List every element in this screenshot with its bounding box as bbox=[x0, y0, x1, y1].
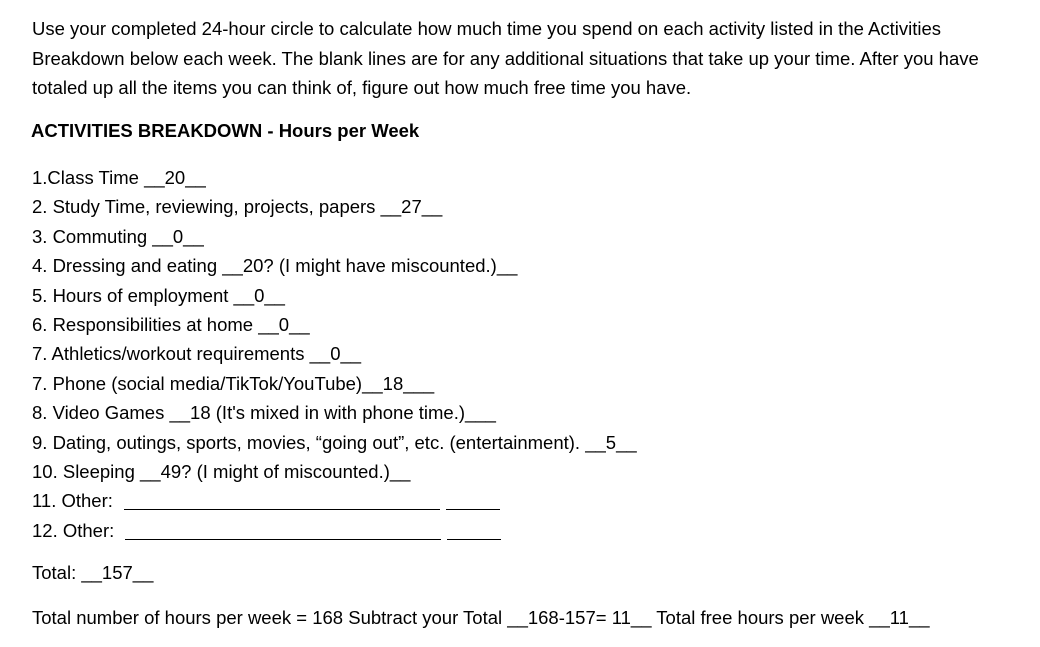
list-item bbox=[32, 163, 637, 192]
item-label: 5. Hours of employment bbox=[32, 284, 234, 306]
summary-line bbox=[32, 607, 930, 629]
total-label: Total: bbox=[32, 562, 82, 583]
subtraction-value: __168-157= 11__ bbox=[507, 607, 652, 628]
list-item bbox=[32, 281, 637, 310]
item-value: __0__ bbox=[233, 284, 285, 306]
summary-text: Total number of hours per week = 168 Subtract your Total bbox=[32, 607, 508, 628]
item-label: 7. Athletics/workout requirements bbox=[32, 343, 310, 365]
activities-breakdown-heading: ACTIVITIES BREAKDOWN - Hours per Week bbox=[31, 120, 420, 141]
list-item bbox=[32, 310, 637, 339]
item-label: 2. Study Time, reviewing, projects, papers bbox=[32, 196, 381, 218]
item-label: 12. Other: bbox=[32, 519, 120, 541]
blank-line bbox=[125, 538, 441, 540]
list-item bbox=[32, 369, 637, 398]
item-label: 11. Other: bbox=[32, 490, 119, 512]
item-label: 10. Sleeping bbox=[32, 460, 141, 482]
list-item bbox=[32, 251, 637, 280]
item-value: __0__ bbox=[258, 313, 310, 335]
blank-line bbox=[446, 508, 500, 510]
blank-line bbox=[124, 508, 440, 510]
free-hours-label: Total free hours per week bbox=[651, 607, 870, 628]
list-item bbox=[32, 339, 637, 368]
item-value: __49? (I might of miscounted.)__ bbox=[140, 460, 411, 482]
free-hours-value: __11__ bbox=[869, 607, 930, 628]
item-value: __18 (It's mixed in with phone time.)___ bbox=[169, 402, 496, 424]
item-value: __18___ bbox=[362, 372, 435, 394]
list-item bbox=[32, 486, 637, 515]
activities-list bbox=[32, 163, 637, 545]
blank-line bbox=[447, 538, 501, 540]
list-item bbox=[32, 516, 637, 545]
item-value: __0__ bbox=[309, 343, 362, 365]
list-item bbox=[32, 222, 637, 251]
list-item bbox=[32, 398, 637, 427]
item-value: __20? (I might have miscounted.)__ bbox=[222, 255, 518, 277]
total-line bbox=[32, 562, 153, 584]
item-value: __5__ bbox=[585, 431, 637, 453]
item-label: 6. Responsibilities at home bbox=[32, 313, 259, 335]
item-label: 4. Dressing and eating bbox=[32, 255, 223, 277]
item-label: 9. Dating, outings, sports, movies, “going out”, etc. (entertainment). bbox=[32, 431, 586, 453]
total-value: __157__ bbox=[81, 562, 154, 583]
item-label: 7. Phone (social media/TikTok/YouTube) bbox=[32, 372, 363, 394]
list-item bbox=[32, 457, 637, 486]
list-item bbox=[32, 428, 637, 457]
list-item bbox=[32, 192, 637, 221]
item-label: 1.Class Time bbox=[32, 167, 145, 188]
item-label: 8. Video Games bbox=[32, 402, 170, 424]
instructions-paragraph: Use your completed 24-hour circle to calculate how much time you spend on each activity listed in the Activities Breakdown below each week. The blank lines are for any additional situations that take up your time. After you have totaled up all the items you can think of, figure out how much free time you have. bbox=[32, 18, 979, 98]
item-label: 3. Commuting bbox=[32, 225, 153, 247]
item-value: __0__ bbox=[152, 225, 204, 247]
item-value: __27__ bbox=[380, 196, 443, 218]
item-value: __20__ bbox=[144, 167, 206, 188]
